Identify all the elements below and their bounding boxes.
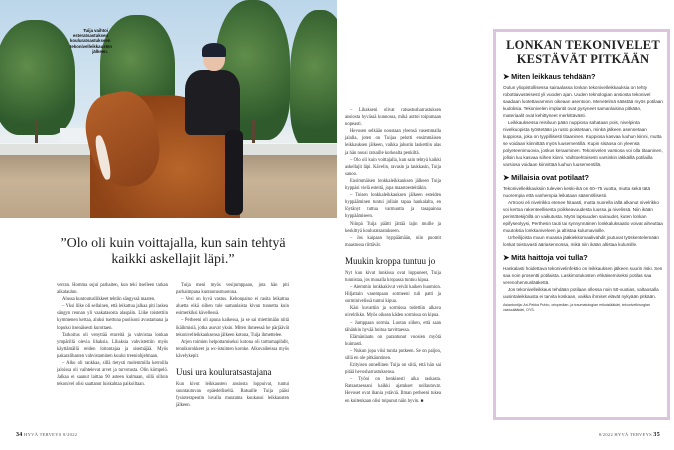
paragraph: – Jumppaan sormia. Luotan siihen, että saan tähänkin hyvää hoitoa tarvittaessa. xyxy=(345,320,441,333)
page-number: 34 xyxy=(16,432,23,438)
paragraph: Arjen toimien helpottamiseksi kotona oli tarttumapihdit, tennikorokkeet ja wc-istuimen koroke. Alkuvaiheissa myös kävelykepit. xyxy=(176,339,289,359)
paragraph: – Aiemmin lonkkakivut veivät kaiken huomion. Hiljattain vasempaan sormeeni tuli patti ja sorminivelissä tuntui kipua. xyxy=(345,285,441,305)
paragraph: – Vesi on hyvä vastus. Kehonpaino ei rasita leikattua aluetta eikä siihen tule samanlaista kivun tunnetta kuin esimerkiksi kävellessä. xyxy=(176,297,289,317)
paragraph: Hevosen selkään noustaan yleensä vasemmalla jalalla, joten on Tuijaa pelotti ensimmäisen leikkauksen jälkeen, vaikka jalustin laskettiin alas ja hän nousi ratsaille korkealta penkiltä. xyxy=(345,129,441,156)
horse-rider-photo xyxy=(0,0,337,218)
photo-caption: Tuija vaihtoi esteratsastuksen kouluratsastukseen tekonivelleikkausten jälkeen. xyxy=(70,28,113,54)
expert-source: Asiantuntija: Ari-Pekka Puhto, ortopedian- ja traumatologian erikoislääkäri, tekonivelkirurgian vastuulääkäri, OYS. xyxy=(503,303,651,312)
paragraph: Artroosi eli nivelrikko etenee hitaasti, mutta nuorella iällä alkanut nivelrikko voi kertoa rakenteellisesta poikkeavuudesta luussa ja nivelissä. Niin ikään perintötekijöillä on vaikutusta. Myös lapsuuden sairaudet, kuten lonkan epifyseolyysi, Perthesin tauti tai synnynnäinen lonkkaluksaatio voivat aiheuttaa muutoksia lonkkaniveleen ja altistaa kulumavioille. xyxy=(503,200,663,233)
paragraph: – Nukun jopa viisi tuntia putkeen. Se on paljon, sillä en ole pitkäuntinen. xyxy=(345,348,441,361)
section-heading: Uusi ura kouluratsastajana xyxy=(176,367,272,378)
paragraph: Leikkauksessa reisiluun pään nuppiosa sahataan pois, nivelpinta nivelkuopista työstetään ja rusto poistetaan, minkä jälkeen asennetaan kuppiosa, joka on tyypillisesti titaaninen. Kuppiosa kasvaa luuhun kiinni, mutta se voidaan kiinnittää myös luusementillä. Kupin sisäosa on yleensä polyeteenimuovia, joskus keraaminen. Tekonivelen varsiosa voi olla titaaninen, jolloin luu kasvaa siihen kiinni. Vaihtoehtoisesti varsinkin iäkkäillä potilailla varsiosa voidaan kiinnittää luuhun luusementillä. xyxy=(503,120,663,167)
paragraph: – Olo oli kuin voittajalla, kun sain tehtyä kaikki askellajit läpi. Kävelin, ravasin ja laukkasin, Tuija sanoo. xyxy=(345,157,441,177)
sidebar-content xyxy=(503,38,663,313)
paragraph: Urheilijoista muun muassa jääkiekkomaalivahdit joutuvat työskentelemään lonkat toistuvasti ääriasennossa, mikä niin ikään altistaa kulumille. xyxy=(503,235,659,247)
sidebar-heading: ➤ Mitä haittoja voi tulla? xyxy=(503,253,588,262)
paragraph: – Alku oli rankkaa, sillä tietysti molemmilla kerroilla jaloissa oli vaihtelevat arvet ja turvotusta. Olin kömpelö. Jalkaa ei saanut laittaa 90 asteen kulmaan, sillä silloin tekonivel olisi saattanut luiskahtaa paikoiltaan. xyxy=(57,361,168,388)
folio-left xyxy=(16,432,77,438)
paragraph: Alussa kuntoutusliikkeet tehtiin sängyssä maaten. xyxy=(62,297,156,303)
folio-right xyxy=(599,432,660,438)
page-number: 35 xyxy=(653,432,660,438)
paragraph: – Lihakseni olivat ratsastusharrastuksen ansiosta hyvässä kunnossa, mikä auttoi toipumaan nopeasti. xyxy=(345,108,441,128)
section-heading: Muukin kroppa tuntuu jo xyxy=(345,255,436,266)
right-column xyxy=(345,107,441,405)
magazine-issue: HYVÄ TERVEYS 8/2022 xyxy=(24,432,78,437)
left-column-2 xyxy=(176,282,289,409)
paragraph: Tarkoitus oli venyttää etureitä ja vahvistaa lonkan ympärillä olevia lihaksia. Lihaksia vahvistettiin myös käyttämällä reiden loitontajaa ja sisemäjää. Myös pakaralihasten vahvistaminen kuului treeniohjelmaan. xyxy=(57,332,168,359)
paragraph: Hankalasti hoidettava tekonivelinfektio on leikkauksen jälkeen suurin riski. Sen saa noin prosentti potilaista. Laskimotukosten ehkäisemiseksi potilas saa verenohennuslääkettä. xyxy=(503,266,663,285)
sidebar-heading: ➤ Miten leikkaus tehdään? xyxy=(503,72,596,81)
left-column-1 xyxy=(57,282,168,388)
paragraph: – Yksi liike oli sellainen, että leikattua jalkaa piti laskea sängyn reunan yli vaakatasosta alaspäin. Liike toistettiin kymmenen kertaa, aluksi tuettuna puolisoni avustamana ja lopuksi itsenäisesti kurottaen. xyxy=(57,304,168,331)
pull-quote: ”Olo oli kuin voittajalla, kun sain tehtyä kaikki askellajit läpi.” xyxy=(60,236,286,267)
sidebar-top-border xyxy=(493,29,670,32)
paragraph: Ensimmäisen lonkkaleikkauksen jälkeen Tuija hyppäsi vielä esteitä, jopa maastoesteitäkin. xyxy=(345,178,441,192)
paragraph: – Perheeni oli apuna kaikessa, ja se sai miettimään niitä ikäihmisiä, jotka asuvat yksin. Miten ihmeessä he pärjäävät tekonivelleikkauksensa jälkeen kotona, Tuija ihmettelee. xyxy=(176,318,289,338)
paragraph: Elämänlaatu on parantunut vuosien myötä huimasti. xyxy=(345,334,441,347)
sidebar-heading: ➤ Millaisia ovat potilaat? xyxy=(503,173,589,182)
paragraph: – Toisen lonkkaleikkauksen jälkeen esteiden hyppääminen tuntui jollain tapaa hankalalta, en löytänyt tuttua varmuutta ja tasapainoa hyppäämiseen. xyxy=(345,193,441,220)
paragraph: Kun kivut leikkausten ansiosta loppuivat, tuntui suuntautuvan epäedelliseltä. Ratsaille Tuija pääsi fysioterapeutin luvalla muutama kuukausi leikkausten jälkeen. xyxy=(176,382,289,409)
magazine-issue: 8/2022 HYVÄ TERVEYS xyxy=(598,432,652,437)
paragraph: verran. Homma sujui parhaiten, kun teki itselleen tarkan aikataulun. xyxy=(57,283,168,296)
paragraph: Niinpä Tuija päätti jättää lajin muille ja keskittyä kouluratsastukseen. xyxy=(345,221,441,234)
paragraph: Jos tekonivelleikkaus tehdään potilaan ollessa noin 50-vuotias, valtaosalla uusintaleikkausta ei tarvita koskaan, vaikka ihmiset elävät nykyään pitkään. xyxy=(503,287,659,299)
paragraph: Käsi kuvattiin ja sormissa todettiin alkava nivelrikko. Myös oikean käden sormissa on kipua. xyxy=(345,306,441,319)
paragraph: Tuija meni myös vesijumppaan, jota hän piti parhaimpana kuntoutusmuotona. xyxy=(176,283,289,296)
paragraph: – Työni on henkisesti aika raskasta. Ratsastaessani kaikki ajatukset nollautuvat. Hevoset ovat ihania ystäviä. Ilman perheeni tukea en kuitenkaan olisi toipunut näin hyvin. ■ xyxy=(345,377,441,404)
paragraph: Oulun yliopistollisessa sairaalassa lonkan tekonivelleikkauksia on tehty robottiavusteisesti yli vuoden ajan. Uuden teknologian ansiosta tekonivel saadaan luotettavammin oikeaan asentoon. Menetelmä säästää myös potilaan kudoksia. Tekonivelen implantit ovat pysyneet samanlaisina pitkään, materiaalit ovat kehittyneet merkittävästi. xyxy=(503,85,663,118)
sidebar-title: LONKAN TEKONIVELET KESTÄVÄT PITKÄÄN xyxy=(506,38,660,66)
paragraph: Nyt kun kivut lonkissa ovat loppuneet, Tuija tunnistaa, jos muualla kropassa tuntuu kipua. xyxy=(345,270,441,283)
paragraph: Erityisen onnellinen Tuija on siitä, että hän sai pitää hevosharrastuksensa. xyxy=(345,363,441,376)
paragraph: – Jos kaipaan hyppäämään, niin puomit maastossa riittävät. xyxy=(345,235,441,248)
paragraph: Tekonivelleikkauksiin tulevien keski-ikä on 60–75 vuotta, mutta sekä tätä nuorempia että vanhempia leikataan säännöllisesti. xyxy=(503,186,651,198)
